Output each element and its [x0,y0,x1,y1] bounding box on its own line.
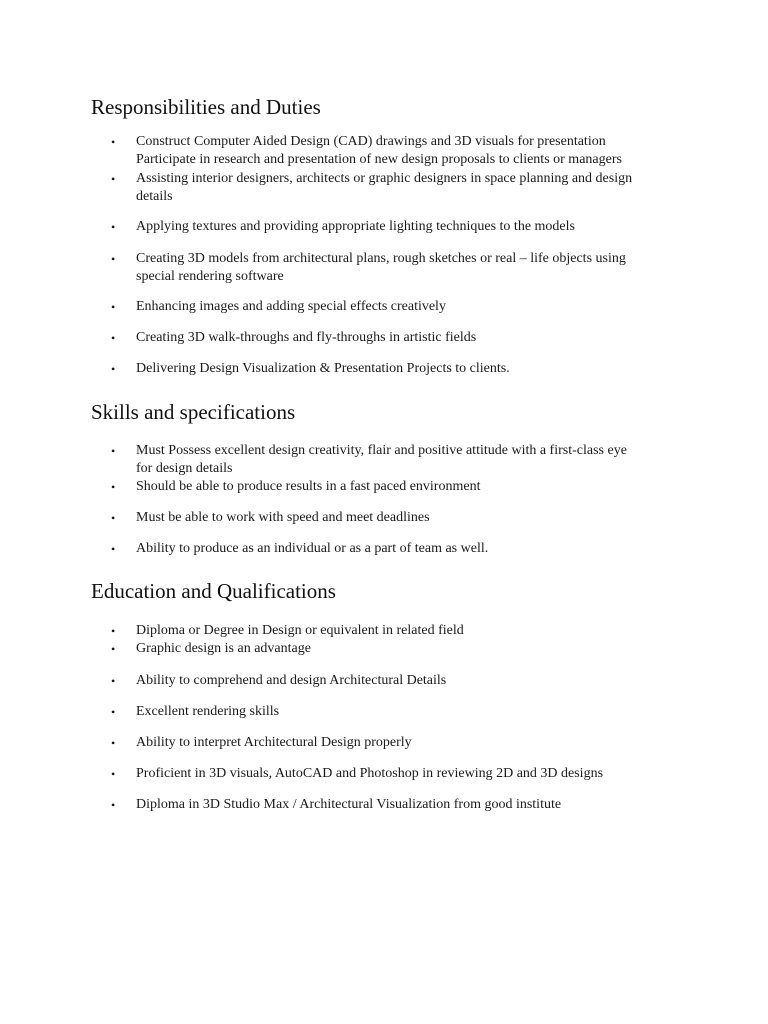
list-item-text: Graphic design is an advantage [136,641,311,656]
bullet-icon: • [111,767,116,781]
list-item-text: Must Possess excellent design creativity, flair and positive attitude with a first-class eye for design details [136,443,627,476]
list-item [111,478,671,496]
bullet-icon: • [111,798,116,812]
bullet-icon: • [111,135,116,149]
list-item [111,640,671,658]
bullet-icon: • [111,331,116,345]
list-item [111,765,671,783]
section-heading-education: Education and Qualifications [91,579,336,603]
list-item [111,133,671,169]
list-item [111,622,671,640]
bullet-icon: • [111,736,116,750]
list-item-text: Delivering Design Visualization & Presentation Projects to clients. [136,361,510,376]
list-item [111,360,671,378]
bullet-icon: • [111,362,116,376]
bullet-icon: • [111,220,116,234]
list-item-text: Construct Computer Aided Design (CAD) drawings and 3D visuals for presentation Participate in research and presentation of new design proposals to clients or managers [136,134,622,167]
list-item-text: Diploma or Degree in Design or equivalent in related field [136,623,464,638]
list-item-text: Ability to interpret Architectural Design properly [136,735,412,750]
bullet-icon: • [111,172,116,186]
list-item-text: Excellent rendering skills [136,704,280,719]
list-item-text: Ability to comprehend and design Architectural Details [136,673,447,688]
list-item [111,250,671,286]
bullet-icon: • [111,674,116,688]
list-item [111,329,671,347]
list-item-text: Ability to produce as an individual or as a part of team as well. [136,541,489,556]
bullet-icon: • [111,642,116,656]
list-item-text: Applying textures and providing appropriate lighting techniques to the models [136,219,575,234]
list-item [111,540,671,558]
list-item [111,672,671,690]
list-item [111,442,671,478]
list-item [111,703,671,721]
list-item-text: Diploma in 3D Studio Max / Architectural Visualization from good institute [136,797,562,812]
list-item [111,734,671,752]
section-heading-skills: Skills and specifications [91,400,296,424]
list-item [111,298,671,316]
list-item [111,170,671,206]
list-item-text: Must be able to work with speed and meet deadlines [136,510,430,525]
list-item [111,796,671,814]
section-heading-responsibilities: Responsibilities and Duties [91,95,321,119]
bullet-icon: • [111,480,116,494]
bullet-icon: • [111,542,116,556]
list-item-text: Enhancing images and adding special effects creatively [136,299,446,314]
list-item-text: Should be able to produce results in a fast paced environment [136,479,481,494]
list-item-text: Creating 3D models from architectural plans, rough sketches or real – life objects using special rendering software [136,251,626,284]
list-item [111,509,671,527]
bullet-icon: • [111,444,116,458]
bullet-icon: • [111,511,116,525]
list-item [111,218,671,236]
bullet-icon: • [111,300,116,314]
list-item-text: Proficient in 3D visuals, AutoCAD and Photoshop in reviewing 2D and 3D designs [136,766,604,781]
bullet-icon: • [111,705,116,719]
list-item-text: Creating 3D walk-throughs and fly-throughs in artistic fields [136,330,477,345]
bullet-icon: • [111,624,116,638]
list-item-text: Assisting interior designers, architects or graphic designers in space planning and design details [136,171,633,204]
bullet-icon: • [111,252,116,266]
